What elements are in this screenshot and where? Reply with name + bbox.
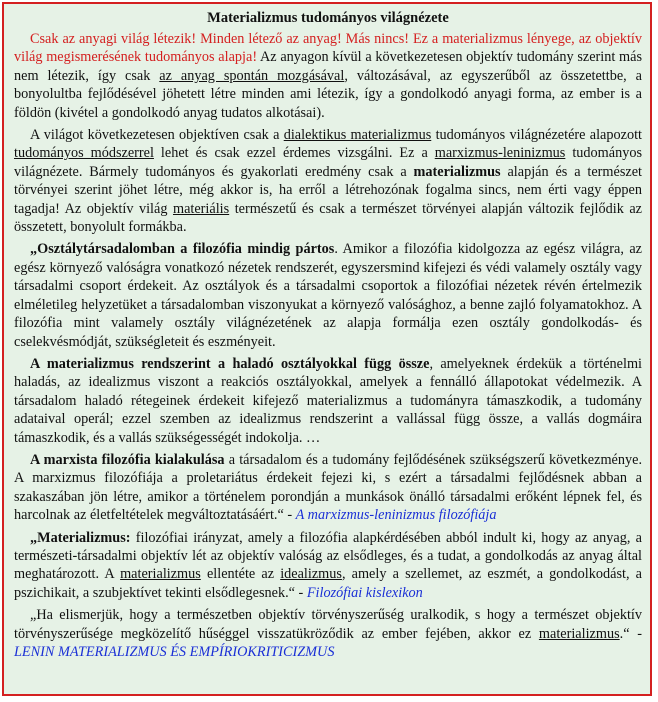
source-link[interactable]: Filozófiai kislexikon (306, 584, 423, 601)
link-dialektikus-materializmus[interactable]: dialektikus materializmus (283, 127, 432, 144)
text: A világot következetesen objektíven csak a (30, 127, 284, 144)
bold-lead: „Materializmus: (30, 529, 131, 546)
link-materializmus[interactable]: materializmus (120, 566, 201, 583)
source-link[interactable]: A marxizmus-leninizmus filozófiája (295, 507, 497, 524)
link-materialis[interactable]: materiális (172, 200, 230, 217)
link-materializmus[interactable]: materializmus (538, 625, 620, 642)
bold-lead: A materializmus rendszerint a haladó osztályokkal függ össze (30, 355, 430, 372)
link-marxizmus-leninizmus[interactable]: marxizmus-leninizmus (434, 145, 566, 162)
text: természetű és csak a természet törvényei alapján változik fejlődik az összetett, bonyolult formákba. (14, 200, 642, 236)
text: ellentéte az (200, 566, 281, 583)
text: , amely a szellemet, az eszmét, a gondolkodást, a pszichikait, a szubjektívet tekinti elsődlegesnek.“ - (14, 566, 642, 601)
text: alapján és a természet törvényei szerint jöhet létre, még akkor is, ha erről a létrehozónak fogalma sincs, nem érti vagy éppen tagadja! Az objektív világ (14, 163, 642, 217)
text: a társadalom és a tudomány fejlődésének szükségszerű következménye. A marxizmus filozófiája a proletariátus érdekeit fejezi ki, s ezért a társadalmi fejlődésnek abban a szakaszában jön létre, amikor a történelem porondján a munkások önálló társadalmi erőként lépnek fel, és harcolnak az életfeltételek megváltoztatásáért.“ - (14, 451, 643, 524)
paragraph-5 (14, 451, 642, 525)
text: .“ - (619, 625, 642, 642)
text: , amelyeknek érdekük a történelmi haladás, az idealizmus viszont a reakciós osztályokkal, amelyek a fennálló állapotokat védelmezik. A társadalom haladó rétegeinek érdekeit kifejező materializmus a tudományra támaszkodik, a tudomány adataival operál; ezzel szemben az idealizmus rendszerint a vallással függ össze, a vallás dogmáira támaszkodik, és a vallás szükségességét indokolja. … (14, 355, 642, 446)
link-tudomanyos-modszer[interactable]: tudományos módszerrel (14, 145, 154, 162)
link-anyag-spontan-mozgasa[interactable]: az anyag spontán mozgásával (159, 67, 345, 84)
paragraph-1 (14, 30, 642, 122)
text: „Ha elismerjük, hogy a természetben objektív törvényszerűség uralkodik, s hogy a természet objektív törvényszerűsége megközelítő hűséggel visszatükröződik az ember fejében, akkor ez (14, 607, 642, 642)
article-frame (2, 2, 652, 696)
text: tudományos világnézete. Bármely tudományos és gyakorlati eredmény csak a (14, 145, 643, 180)
paragraph-3 (14, 240, 642, 350)
text: lehet és csak ezzel érdemes vizsgálni. Ez a (153, 145, 435, 162)
text: Az anyagon kívül a következetesen objektív tudomány szerint más nem létezik, így csak (14, 49, 642, 84)
paragraph-6 (14, 529, 642, 603)
bold-lead: A marxista filozófia kialakulása (30, 451, 225, 468)
text: . Amikor a filozófia kidolgozza az egész világra, az egész környező valóságra vonatkozó nézetek rendszerét, egyszersmind kifejezi és védi valamely osztály vagy társadalmi csoport érdekeit. Az osztályok és a társadalmi csoportok a filozófiai nézetek révén értelmezik elméletileg helyzetüket a társadalomban viszonyukat a környező valósághoz, a benne zajló folyamatokhoz. A filozófia mint valamely osztály világnézetének az alapja formálja ezen osztály gondolkodás- és cselekvésmódját, szükségleteit és eszményeit. (14, 241, 642, 350)
bold-term: materializmus (413, 163, 501, 180)
paragraph-2 (14, 126, 642, 236)
page-title: Materializmus tudományos világnézete (207, 10, 449, 26)
paragraph-7 (14, 606, 642, 661)
lead-statement: Csak az anyagi világ létezik! Minden létező az anyag! Más nincs! Ez a materializmus lényege, az objektív világ megismerésének tudományos alapja! (14, 31, 642, 66)
link-idealizmus[interactable]: idealizmus (280, 566, 342, 583)
source-link[interactable]: LENIN MATERIALIZMUS ÉS EMPÍRIOKRITICIZMUS (14, 644, 335, 660)
text: , változásával, az egyszerűből az összetettbe, a bonyolultba fejlődésével jöhetett létre minden ami létezik, így a gondolkodó anyagi forma, az ember is a földön (kivétel a gondolkodó anyag tudatos alkotásai). (14, 67, 642, 121)
text: filozófiai irányzat, amely a filozófia alapkérdésében abból indult ki, hogy az anyag, a természeti-társadalmi objektív lét az objektív valóság az elsődleges, és a tudat, a gondolkodás az anyag által meghatározott. A (14, 529, 642, 583)
paragraph-4 (14, 355, 642, 447)
bold-lead: „Osztálytársadalomban a filozófia mindig pártos (30, 241, 335, 258)
text: tudományos világnézetére alapozott (431, 127, 642, 144)
